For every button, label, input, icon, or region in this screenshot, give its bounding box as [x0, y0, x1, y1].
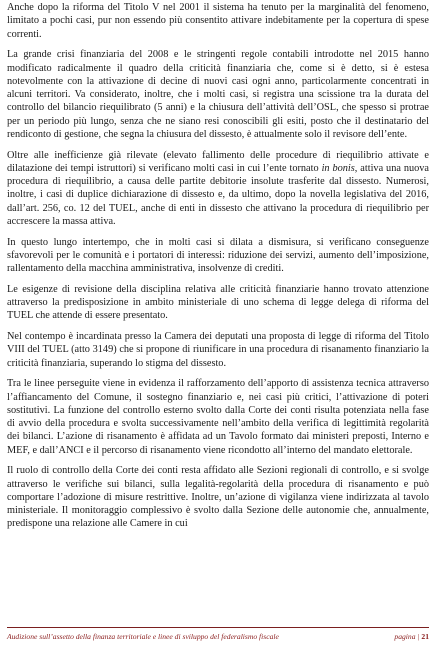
- paragraph-4: In questo lungo intertempo, che in molti casi si dilata a dismisura, si verificano conseguenze sfavorevoli per le comunità e i portatori di interessi: riduzione dei servizi, aumento dell’imposizione, rallentamento della macchina amministrativa, insolvenze di crediti.: [7, 236, 429, 274]
- paragraph-5: Le esigenze di revisione della disciplina relativa alle criticità finanziarie hanno trovato attenzione attraverso la predisposizione in ambito ministeriale di uno schema di legge delega di riforma del TUEL che attende di essere presentato.: [7, 283, 429, 322]
- footer-rule: [7, 627, 429, 628]
- page-footer: [7, 631, 429, 645]
- footer-page-number: 21: [421, 632, 429, 641]
- paragraph-2: La grande crisi finanziaria del 2008 e le stringenti regole contabili introdotte nel 2015 hanno modificato radicalmente il quadro della criticità finanziaria che, come si è detto, si è estesa notevolmente con la attivazione di decine di nuovi casi ogni anno, particolarmente concentrati in alcuni territori. Va considerato, inoltre, che i molti casi, si registra una scissione tra la durata del controllo del bilancio riequilibrato (5 anni) e la chiusura dell’attività dell’OSL, che spesso si protrae per un periodo più lungo, senza che ne siano resi conoscibili gli esiti, posto che il destinatario del rendiconto di gestione, che segna la chiusura del dissesto, è attualmente solo il revisore dell’ente.: [7, 49, 429, 140]
- paragraph-3-before: Oltre alle inefficienze già rilevate (elevato fallimento delle procedure di riequilibrio attivate e dilatazione dei tempi istruttori) si verificano molti casi in cui l’ente tornato: [7, 149, 429, 174]
- paragraph-3-italic: in bonis: [321, 162, 355, 174]
- paragraph-6: Nel contempo è incardinata presso la Camera dei deputati una proposta di legge di riforma del Titolo VIII del TUEL (atto 3149) che si propone di riunificare in una procedura di risanamento finanziario la criticità finanziaria, superando lo stigma del dissesto.: [7, 331, 429, 369]
- paragraph-3-after: , attiva una nuova procedura di riequilibrio, a causa delle partite debitorie insolute trasferite dal dissesto. Numerosi, inoltre, i casi di duplice dichiarazione di dissesto e, da ultimo, dopo la novella legislativa del 2016, dall’art. 256, co. 12 del TUEL, anche di enti in dissesto che attivano la procedura di riequilibrio per accrescere la massa attiva.: [7, 162, 429, 227]
- paragraph-7: Tra le linee perseguite viene in evidenza il rafforzamento dell’apporto di assistenza tecnica attraverso l’affiancamento del Comune, il sostegno finanziario e, nei casi più critici, l’attivazione di poteri sostitutivi. La funzione del controllo esterno svolto dalla Corte dei conti risulta potenziata nella fase di avvio della procedura e svolta successivamente nell’ambito della verifica di legittimità regolarità dei bilanci. L’azione di risanamento è affidata ad un Tavolo formato dai ministeri preposti, Interno e MEF, e dall’ANCI e il percorso di risanamento viene ricondotto all’interno del mandato elettorale.: [7, 378, 429, 456]
- footer-page-label: pagina: [394, 632, 416, 641]
- footer-page: pagina | 21: [394, 632, 429, 641]
- paragraph-1: Anche dopo la riforma del Titolo V nel 2001 il sistema ha tenuto per la marginalità del fenomeno, limitato a pochi casi, pur non essendo più consentito attivare indebitamente per la copertura di spese correnti.: [7, 2, 429, 40]
- paragraph-8: Il ruolo di controllo della Corte dei conti resta affidato alle Sezioni regionali di controllo, e si svolge attraverso le verifiche sui bilanci, sulla legalità-regolarità della procedura di risanamento e può comportare l’adozione di misure restrittive. Inoltre, un’azione di vigilanza viene indirizzata al tavolo ministeriale. Il monitoraggio complessivo è svolto dalla Sezione delle autonomie che, annualmente, predispone una relazione alle Camere in cui: [7, 465, 429, 530]
- footer-title: Audizione sull’assetto della finanza territoriale e linee di sviluppo del federalismo fiscale: [7, 632, 279, 641]
- paragraph-3: [7, 149, 429, 229]
- body-text: [7, 1, 429, 623]
